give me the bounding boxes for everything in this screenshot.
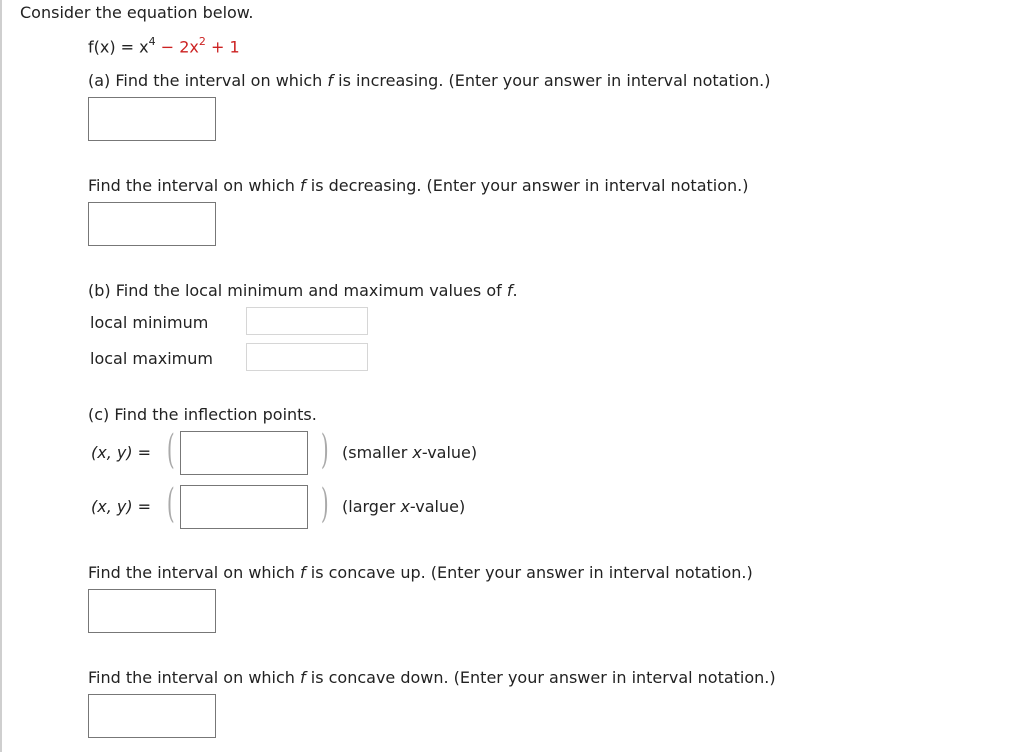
concave-up-post: is concave up. (Enter your answer in interval notation.)	[305, 563, 753, 582]
inflection-point-1-input[interactable]	[180, 431, 308, 475]
increasing-prompt	[88, 71, 770, 90]
part-b-prompt-f: f	[506, 281, 513, 300]
increasing-answer-input[interactable]	[88, 97, 216, 141]
equation	[88, 36, 240, 56]
decreasing-answer-input[interactable]	[88, 202, 216, 246]
equation-exp4: 4	[148, 35, 156, 48]
xy-label-2: (x, y) =	[91, 497, 152, 516]
inflection-point-2-label	[91, 497, 151, 516]
local-min-label: local minimum	[90, 313, 209, 332]
local-max-label: local maximum	[90, 349, 213, 368]
open-paren-2-icon: (	[166, 481, 175, 527]
smaller-post: -value)	[421, 443, 478, 462]
increasing-prompt-f: f	[327, 71, 334, 90]
page-left-border	[0, 0, 2, 752]
close-paren-1-icon: )	[320, 427, 329, 473]
larger-post: -value)	[409, 497, 466, 516]
smaller-x-label	[342, 443, 477, 462]
equation-lhs: f(x) = x	[88, 37, 149, 57]
xy-label-1: (x, y) =	[91, 443, 152, 462]
equation-minus-term: − 2x	[155, 37, 199, 57]
open-paren-1-icon: (	[166, 427, 175, 473]
concave-up-prompt	[88, 563, 753, 582]
concave-down-prompt	[88, 668, 776, 687]
inflection-point-1-label	[91, 443, 151, 462]
part-c-prompt: (c) Find the inflection points.	[88, 405, 317, 424]
local-min-input[interactable]	[246, 307, 368, 335]
concave-down-input[interactable]	[88, 694, 216, 738]
increasing-prompt-pre: (a) Find the interval on which	[88, 71, 328, 90]
equation-plus-term: + 1	[205, 37, 240, 57]
smaller-pre: (smaller	[342, 443, 413, 462]
larger-pre: (larger	[342, 497, 401, 516]
decreasing-prompt	[88, 176, 748, 195]
concave-up-f: f	[300, 563, 306, 582]
smaller-x: x	[412, 443, 422, 462]
decreasing-prompt-post: is decreasing. (Enter your answer in interval notation.)	[305, 176, 749, 195]
increasing-prompt-post: is increasing. (Enter your answer in interval notation.)	[333, 71, 771, 90]
larger-x-label	[342, 497, 465, 516]
larger-x: x	[400, 497, 410, 516]
decreasing-prompt-f: f	[300, 176, 306, 195]
equation-exp2: 2	[198, 35, 206, 48]
concave-up-input[interactable]	[88, 589, 216, 633]
intro-text: Consider the equation below.	[20, 3, 254, 22]
inflection-point-2-input[interactable]	[180, 485, 308, 529]
concave-up-pre: Find the interval on which	[88, 563, 301, 582]
concave-down-pre: Find the interval on which	[88, 668, 301, 687]
local-max-input[interactable]	[246, 343, 368, 371]
close-paren-2-icon: )	[320, 481, 329, 527]
part-b-prompt-post: .	[512, 281, 518, 300]
concave-down-f: f	[300, 668, 306, 687]
decreasing-prompt-pre: Find the interval on which	[88, 176, 301, 195]
part-b-prompt	[88, 281, 518, 300]
part-b-prompt-pre: (b) Find the local minimum and maximum values of	[88, 281, 507, 300]
concave-down-post: is concave down. (Enter your answer in interval notation.)	[305, 668, 776, 687]
